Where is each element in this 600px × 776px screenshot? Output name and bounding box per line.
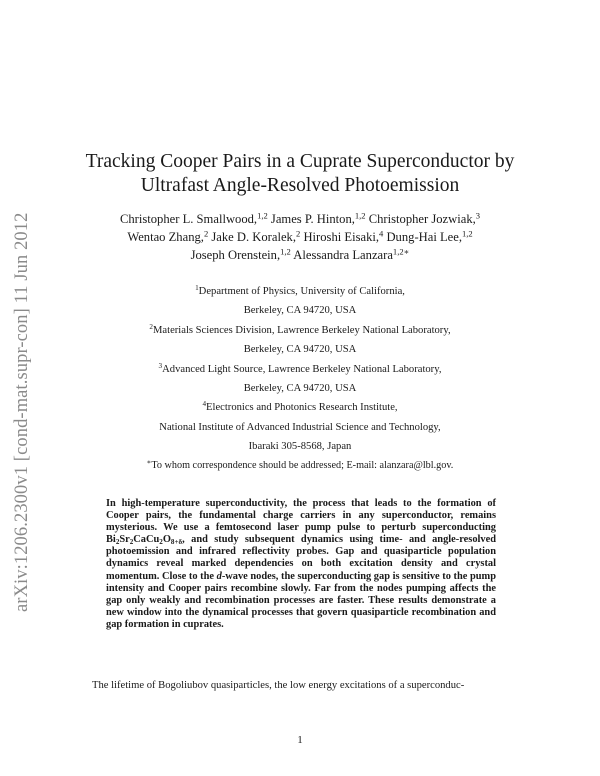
affiliation-3-line-1: $^3$Advanced Light Source, Lawrence Berkeley National Laboratory, — [158, 361, 442, 375]
author-line-3 — [0, 246, 600, 264]
correspondence-mark: ∗ — [146, 459, 152, 467]
correspondence-note — [0, 460, 600, 471]
author-name: James P. Hinton, — [270, 212, 355, 226]
arxiv-identifier-stamp: arXiv:1206.2300v1 [cond-mat.supr-con] 11 Jun 2012 — [12, 212, 32, 612]
chemical-formula: $Bi_2Sr_2CaCu_2O_{8+\delta}$ — [106, 534, 183, 547]
abstract: In high-temperature superconductivity, the process that leads to the formation of Cooper pairs, the fundamental charge carriers in any superconductor, remains mysterious. We use a femtosecond laser pump pulse to perturb superconducting $Bi_2Sr_2CaCu_2O_{8+\delta}$, and study subsequent dynamics using time- and angle-resolved photoemission and infrared reflectivity probes. Gap and quasiparticle population dynamics reveal marked dependencies on both excitation density and crystal momentum. Close to the d-wave nodes, the superconducting gap is sensitive to the pump intensity and Cooper pairs recombine slowly. Far from the nodes pumping affects the gap only weakly and recombination processes are faster. These results demonstrate a new window into the dynamical processes that govern quasiparticle recombination and gap formation in cuprates. — [106, 498, 496, 630]
author-affiliation-mark: 1,2 — [462, 228, 473, 239]
affiliation-1-line-1: $^1$Department of Physics, University of California, — [195, 284, 405, 297]
author-line-1 — [0, 210, 600, 228]
author-line-2 — [0, 228, 600, 246]
author-affiliation-mark: 2 — [203, 228, 209, 239]
intro-paragraph-first-line: The lifetime of Bogoliubov quasiparticles, the low energy excitations of a superconduc- — [92, 680, 465, 691]
author-affiliation-mark: 2 — [296, 228, 301, 239]
correspondence-text: To whom correspondence should be addressed; E-mail: alanzara@lbl.gov. — [151, 460, 454, 471]
author-affiliation-mark: 1,2∗ — [392, 246, 410, 257]
affiliation-2-line-2: Berkeley, CA 94720, USA — [243, 344, 357, 356]
author-affiliation-mark: 4 — [379, 228, 384, 239]
author-affiliation-mark: 1,2 — [354, 210, 366, 221]
author-name: Christopher Jozwiak, — [368, 212, 476, 226]
affiliation-1-line-2: Berkeley, CA 94720, USA — [243, 305, 357, 317]
affiliation-4-line-3: Ibaraki 305-8568, Japan — [248, 441, 352, 453]
author-affiliation-mark: 3 — [475, 210, 481, 221]
author-name: Alessandra Lanzara — [293, 248, 393, 262]
page-number: 1 — [297, 734, 303, 746]
affiliation-3-line-2: Berkeley, CA 94720, USA — [243, 383, 357, 395]
affiliation-4-line-2: National Institute of Advanced Industrial Science and Technology, — [159, 421, 441, 433]
paper-title — [0, 150, 600, 198]
title-line-2: Ultrafast Angle-Resolved Photoemission — [140, 175, 460, 196]
author-name: Christopher L. Smallwood, — [119, 212, 258, 226]
author-list — [0, 210, 600, 264]
author-name: Joseph Orenstein, — [190, 248, 281, 262]
author-name: Jake D. Koralek, — [211, 230, 297, 244]
title-line-1: Tracking Cooper Pairs in a Cuprate Superconductor by — [85, 151, 515, 172]
author-affiliation-mark: 1,2 — [280, 246, 291, 257]
affiliation-4-line-1: $^4$Electronics and Photonics Research Institute, — [202, 400, 398, 414]
affiliation-list — [0, 282, 600, 457]
author-name: Hiroshi Eisaki, — [303, 230, 380, 244]
author-name: Dung-Hai Lee, — [386, 230, 462, 244]
affiliation-2-line-1: $^2$Materials Sciences Division, Lawrence Berkeley National Laboratory, — [149, 322, 451, 336]
author-affiliation-mark: 1,2 — [257, 210, 268, 221]
author-name: Wentao Zhang, — [127, 230, 204, 244]
